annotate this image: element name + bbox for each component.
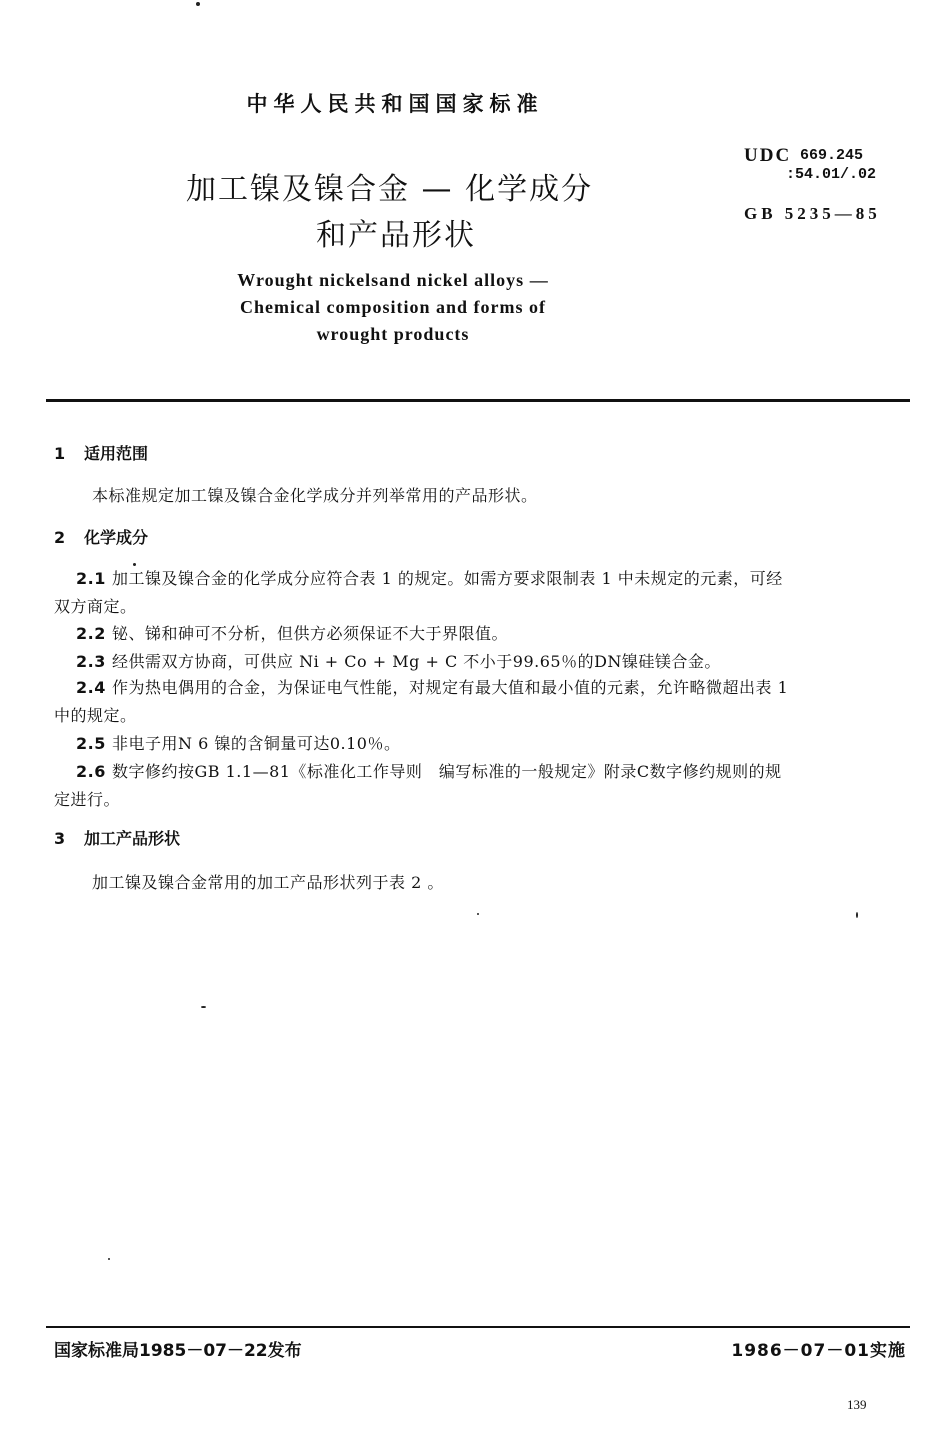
scan-speck [133,563,136,566]
clause-2-2-text: 铋、锑和砷可不分析，但供方必须保证不大于界限值。 [112,624,509,643]
clause-2-4-text: 作为热电偶用的合金，为保证电气性能，对规定有最大值和最小值的元素，允许略微超出表 1 [112,678,789,697]
header-divider [46,399,910,402]
clause-2-3-text: 经供需双方协商，可供应 Ni + Co + Mg + C 不小于99.65％的DN镍硅镁合金。 [112,652,721,671]
clause-2-6-number: 2.6 [76,762,106,781]
clause-2-6 [76,759,782,782]
clause-2-2-number: 2.2 [76,624,106,643]
scan-speck [108,1258,110,1260]
clause-2-1-text: 加工镍及镍合金的化学成分应符合表 1 的规定。如需方要求限制表 1 中未规定的元素，可经 [112,569,783,588]
section-3-title: 加工产品形状 [84,829,181,848]
clause-2-2 [76,621,508,644]
scan-speck [477,913,479,915]
section-1-number: 1 [54,444,66,463]
english-title-line-1: Wrought nickelsand nickel alloys — [237,270,549,290]
clause-2-6-text: 数字修约按GB 1.1—81《标准化工作导则 编写标准的一般规定》附录C数字修约规则的规 [112,762,782,781]
clause-2-1-number: 2.1 [76,569,106,588]
udc-code-line-2: :54.01/.02 [786,166,877,183]
section-3-paragraph: 加工镍及镍合金常用的加工产品形状列于表 2 。 [92,873,444,892]
clause-2-3 [76,649,721,672]
scan-speck [856,912,858,918]
clause-2-4-continuation: 中的规定。 [54,706,137,725]
udc-code-line-1: 669.245 [800,147,864,164]
clause-2-5-text: 非电子用N 6 镍的含铜量可达0.10％。 [112,734,401,753]
english-title-line-2: Chemical composition and forms of [240,297,546,317]
national-standard-heading: 中华人民共和国国家标准 [246,92,544,116]
clause-2-5-number: 2.5 [76,734,106,753]
clause-2-5 [76,731,400,754]
scan-speck [201,1006,206,1008]
scan-speck [196,2,200,6]
clause-2-6-continuation: 定进行。 [54,790,121,809]
section-1-title: 适用范围 [84,444,149,463]
udc-label: UDC [744,145,792,166]
section-1-heading [54,441,148,464]
chinese-title-line-1: 加工镍及镍合金 — 化学成分 [186,172,594,207]
section-3-number: 3 [54,829,66,848]
section-1-paragraph: 本标准规定加工镍及镍合金化学成分并列举常用的产品形状。 [92,486,538,505]
clause-2-1-continuation: 双方商定。 [54,597,137,616]
clause-2-4-number: 2.4 [76,678,106,697]
clause-2-4 [76,675,788,698]
section-3-heading [54,826,180,849]
clause-2-3-number: 2.3 [76,652,106,671]
section-2-heading [54,525,148,548]
issue-date: 国家标准局1985－07－22发布 [54,1341,302,1361]
page-number: 139 [847,1397,867,1412]
clause-2-1 [76,566,783,589]
chinese-title-line-2: 和产品形状 [316,218,476,253]
effective-date: 1986－07－01实施 [731,1341,906,1361]
section-2-number: 2 [54,528,66,547]
english-title-line-3: wrought products [316,324,470,344]
gb-standard-number: GB 5235—85 [744,204,881,223]
section-2-title: 化学成分 [84,528,149,547]
footer-divider [46,1326,910,1328]
